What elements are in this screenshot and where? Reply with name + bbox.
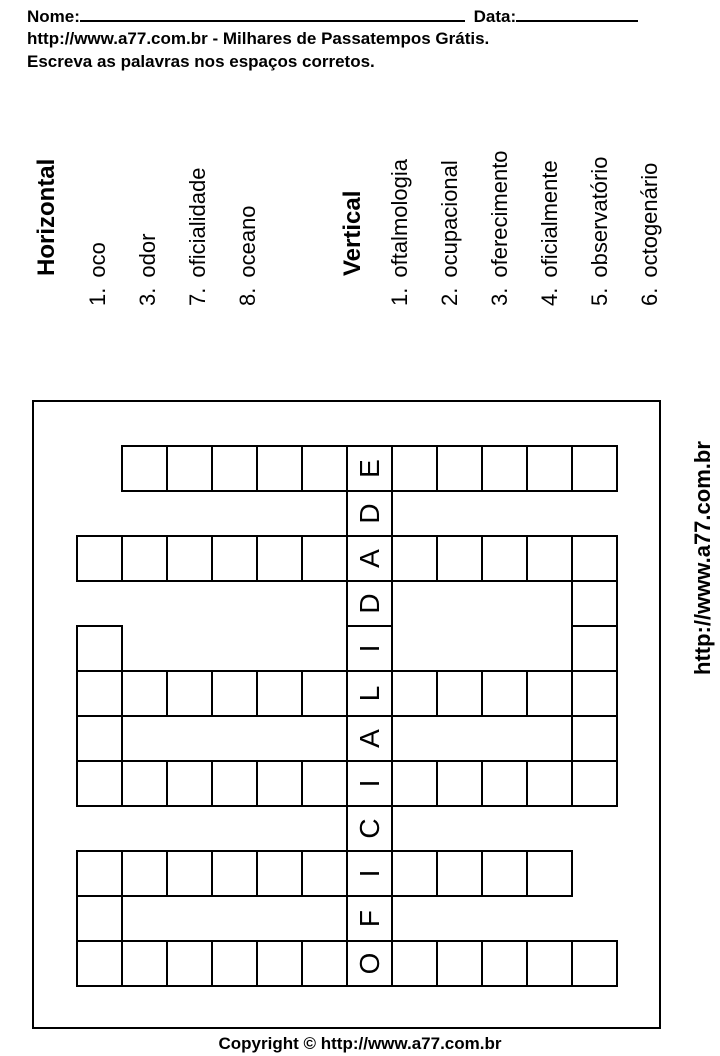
cell-letter: A	[353, 549, 385, 568]
clue-word: oceano	[235, 205, 260, 278]
grid-cell[interactable]	[121, 850, 168, 897]
grid-cell[interactable]	[211, 670, 258, 717]
clue-word: odor	[135, 233, 160, 278]
horizontal-clue	[86, 242, 110, 306]
cell-letter: D	[353, 503, 385, 524]
vertical-clue	[638, 163, 662, 306]
grid-cell[interactable]	[76, 850, 123, 897]
grid-cell[interactable]	[526, 850, 573, 897]
cell-letter: D	[353, 593, 385, 614]
clue-number: 3.	[487, 287, 512, 306]
grid-cell[interactable]	[346, 760, 393, 807]
grid-cell[interactable]	[481, 760, 528, 807]
grid-cell[interactable]	[391, 535, 438, 582]
grid-cell[interactable]	[436, 670, 483, 717]
clue-number: 3.	[135, 287, 160, 306]
grid-cell[interactable]	[346, 625, 393, 672]
grid-cell[interactable]	[346, 445, 393, 492]
name-label: Nome:	[27, 7, 80, 26]
grid-cell[interactable]	[346, 670, 393, 717]
horizontal-clue	[236, 205, 260, 306]
clue-number: 5.	[587, 287, 612, 306]
grid-cell[interactable]	[391, 940, 438, 987]
grid-cell[interactable]	[571, 760, 618, 807]
grid-cell[interactable]	[526, 445, 573, 492]
grid-cell[interactable]	[76, 535, 123, 582]
grid-cell[interactable]	[571, 625, 618, 672]
grid-cell[interactable]	[76, 895, 123, 942]
clue-number: 4.	[537, 287, 562, 306]
grid-cell[interactable]	[436, 535, 483, 582]
cell-letter: I	[353, 644, 385, 653]
grid-cell[interactable]	[526, 940, 573, 987]
grid-cell[interactable]	[211, 760, 258, 807]
grid-cell[interactable]	[526, 535, 573, 582]
grid-cell[interactable]	[121, 445, 168, 492]
clue-number: 1.	[387, 287, 412, 306]
grid-cell[interactable]	[76, 625, 123, 672]
grid-cell[interactable]	[121, 760, 168, 807]
grid-cell[interactable]	[121, 940, 168, 987]
vertical-clue	[388, 159, 412, 306]
clue-word: oficialidade	[185, 167, 210, 278]
name-field[interactable]	[80, 4, 465, 22]
grid-cell[interactable]	[166, 760, 213, 807]
cell-letter: I	[353, 869, 385, 878]
header-name-date-line	[27, 4, 638, 27]
clue-word: oferecimento	[487, 150, 512, 278]
clue-word: oco	[85, 242, 110, 278]
grid-cell[interactable]	[166, 535, 213, 582]
grid-cell[interactable]	[346, 580, 393, 627]
grid-cell[interactable]	[256, 850, 303, 897]
grid-cell[interactable]	[346, 715, 393, 762]
grid-cell[interactable]	[121, 535, 168, 582]
grid-cell[interactable]	[436, 850, 483, 897]
date-field[interactable]	[516, 4, 638, 22]
grid-cell[interactable]	[526, 670, 573, 717]
grid-cell[interactable]	[211, 445, 258, 492]
cell-letter: O	[353, 952, 385, 975]
grid-cell[interactable]	[211, 850, 258, 897]
clue-number: 2.	[437, 287, 462, 306]
grid-cell[interactable]	[346, 940, 393, 987]
grid-cell[interactable]	[256, 940, 303, 987]
grid-cell[interactable]	[211, 940, 258, 987]
cell-letter: C	[353, 818, 385, 839]
clue-word: octogenário	[637, 162, 662, 278]
cell-letter: I	[353, 779, 385, 788]
grid-cell[interactable]	[301, 445, 348, 492]
grid-cell[interactable]	[346, 895, 393, 942]
date-label: Data:	[473, 7, 517, 26]
cell-letter: E	[353, 459, 385, 478]
clue-word: oficialmente	[537, 160, 562, 278]
horizontal-title: Horizontal	[33, 158, 60, 276]
site-line: http://www.a77.com.br - Milhares de Passatempos Grátis.	[27, 29, 490, 48]
grid-cell[interactable]	[256, 445, 303, 492]
horizontal-clue	[186, 168, 210, 306]
clue-number: 8.	[235, 287, 260, 306]
grid-cell[interactable]	[526, 760, 573, 807]
vertical-clue	[438, 160, 462, 306]
grid-cell[interactable]	[481, 670, 528, 717]
grid-cell[interactable]	[166, 670, 213, 717]
grid-cell[interactable]	[301, 940, 348, 987]
grid-cell[interactable]	[391, 760, 438, 807]
grid-cell[interactable]	[301, 850, 348, 897]
cell-letter: L	[353, 685, 385, 702]
grid-cell[interactable]	[76, 940, 123, 987]
grid-cell[interactable]	[391, 670, 438, 717]
grid-cell[interactable]	[256, 535, 303, 582]
grid-cell[interactable]	[346, 805, 393, 852]
clue-word: oftalmologia	[387, 159, 412, 278]
cell-letter: A	[353, 729, 385, 748]
side-link[interactable]: http://www.a77.com.br	[690, 441, 715, 675]
grid-cell[interactable]	[571, 445, 618, 492]
clue-word: ocupacional	[437, 160, 462, 278]
grid-cell[interactable]	[256, 760, 303, 807]
grid-cell[interactable]	[571, 715, 618, 762]
grid-cell[interactable]	[301, 535, 348, 582]
grid-cell[interactable]	[481, 535, 528, 582]
vertical-clue	[588, 157, 612, 306]
copyright: Copyright © http://www.a77.com.br	[218, 1034, 502, 1053]
grid-cell[interactable]	[391, 850, 438, 897]
vertical-clue	[488, 150, 512, 306]
grid-cell[interactable]	[571, 535, 618, 582]
grid-cell[interactable]	[301, 760, 348, 807]
horizontal-clue	[136, 234, 160, 306]
grid-cell[interactable]	[76, 760, 123, 807]
grid-cell[interactable]	[121, 670, 168, 717]
clue-number: 7.	[185, 287, 210, 306]
grid-cell[interactable]	[481, 850, 528, 897]
grid-cell[interactable]	[76, 715, 123, 762]
cell-letter: F	[353, 909, 385, 928]
clue-number: 1.	[85, 287, 110, 306]
grid-cell[interactable]	[166, 940, 213, 987]
instruction-text: Escreva as palavras nos espaços corretos.	[27, 52, 375, 71]
grid-cell[interactable]	[166, 445, 213, 492]
grid-cell[interactable]	[346, 535, 393, 582]
clue-number: 6.	[637, 287, 662, 306]
clue-word: observatório	[587, 156, 612, 278]
grid-cell[interactable]	[211, 535, 258, 582]
grid-cell[interactable]	[346, 490, 393, 537]
grid-cell[interactable]	[166, 850, 213, 897]
grid-cell[interactable]	[571, 670, 618, 717]
grid-cell[interactable]	[481, 445, 528, 492]
grid-cell[interactable]	[571, 940, 618, 987]
grid-cell[interactable]	[391, 445, 438, 492]
grid-cell[interactable]	[256, 670, 303, 717]
grid-cell[interactable]	[346, 850, 393, 897]
vertical-title: Vertical	[339, 190, 366, 276]
grid-cell[interactable]	[571, 580, 618, 627]
grid-cell[interactable]	[76, 670, 123, 717]
grid-cell[interactable]	[301, 670, 348, 717]
grid-cell[interactable]	[436, 940, 483, 987]
grid-cell[interactable]	[436, 445, 483, 492]
vertical-clue	[538, 160, 562, 306]
grid-cell[interactable]	[436, 760, 483, 807]
grid-cell[interactable]	[481, 940, 528, 987]
